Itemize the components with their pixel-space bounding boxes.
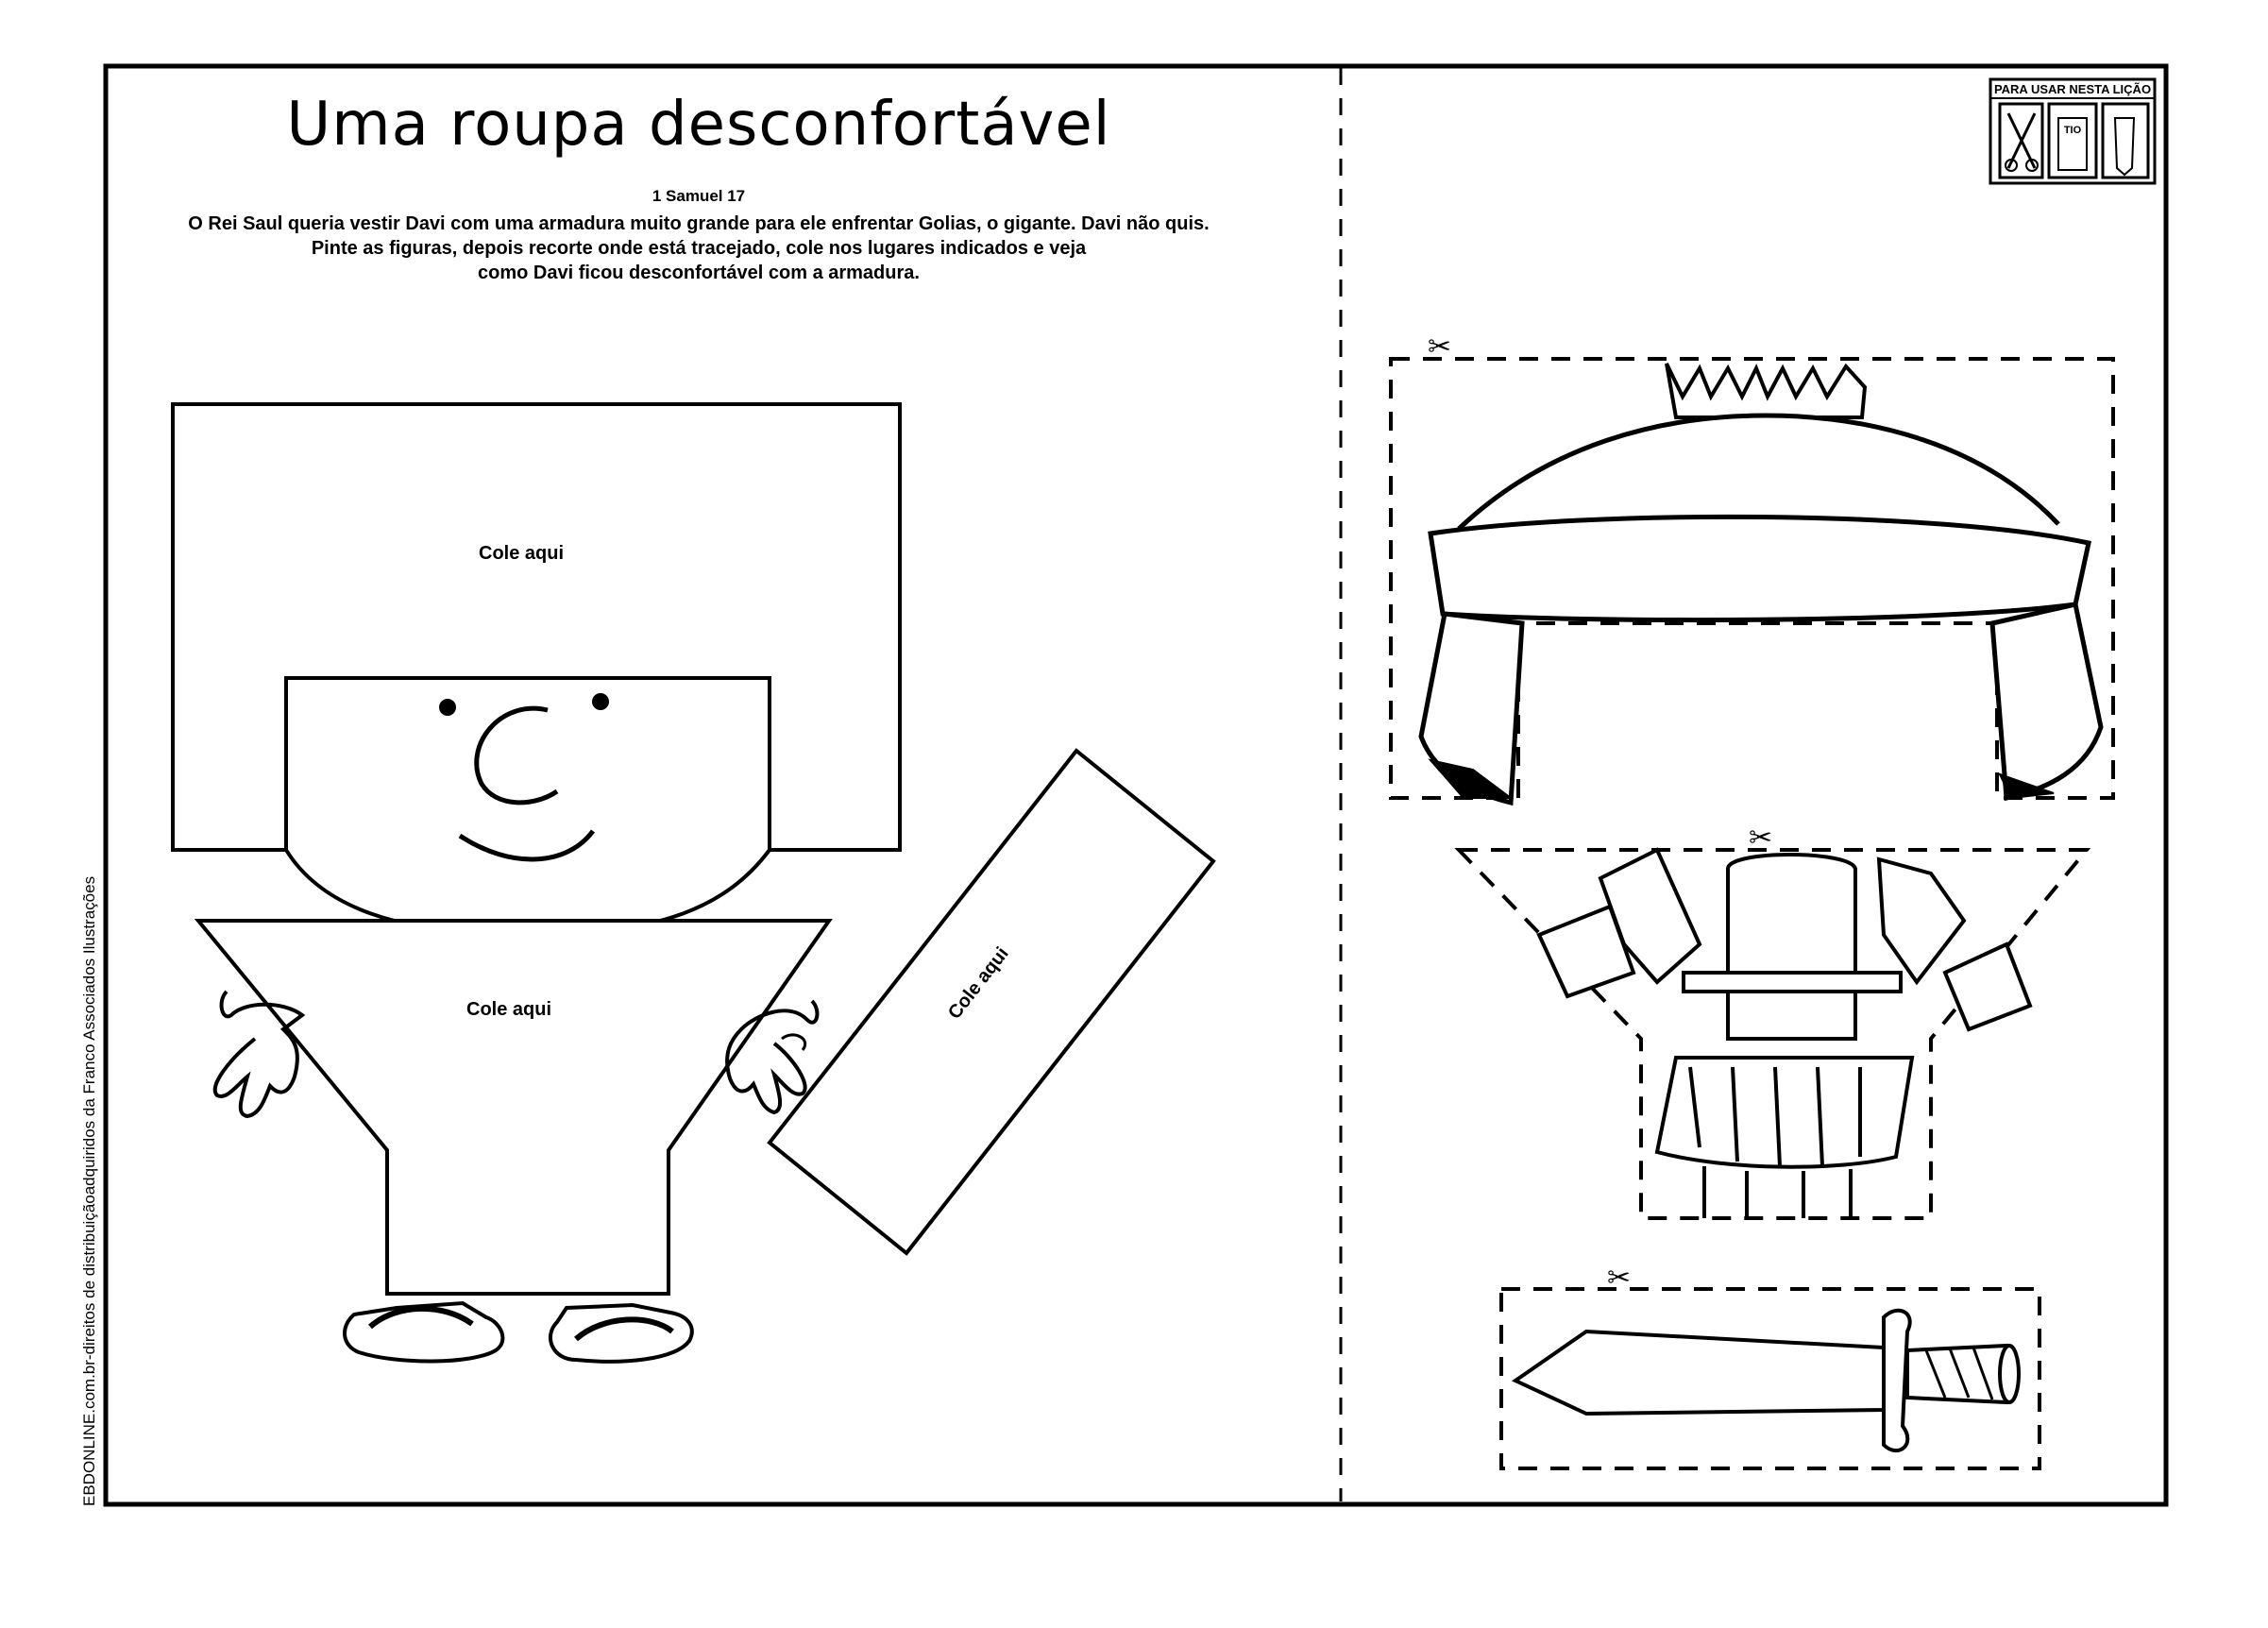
- scissors-icon-helmet: ✂: [1428, 331, 1452, 364]
- sword-blade: [1515, 1331, 1884, 1414]
- armor-legs: [1704, 1166, 1851, 1218]
- bible-reference: 1 Samuel 17: [652, 187, 746, 205]
- lesson-badge-title: PARA USAR NESTA LIÇÃO: [1993, 82, 2152, 96]
- glue-icon: [2049, 104, 2096, 178]
- helmet-cutout: [1391, 359, 2113, 803]
- glue-label: TIO: [2063, 125, 2082, 136]
- left-hand: [215, 992, 302, 1116]
- sword-cutout: [1501, 1289, 2040, 1468]
- helmet-dome: [1459, 415, 2058, 529]
- right-hand-thumb: [782, 1035, 805, 1050]
- worksheet-title: Uma roupa desconfortável: [286, 90, 1111, 160]
- copyright-credit: EBDONLINE.com.br-direitos de distribuiçãoadquiridos da Franco Associados Ilustrações: [80, 875, 98, 1506]
- davi-tunic: [198, 921, 829, 1294]
- sword-paste-label: Cole aqui: [944, 943, 1013, 1024]
- davi-face: [286, 678, 770, 935]
- body-paste-label: Cole aqui: [466, 999, 552, 1020]
- armor-shoulder-right: [1879, 859, 1964, 982]
- intro-line-1: O Rei Saul queria vestir Davi com uma armadura muito grande para ele enfrentar Golias, o gigante. Davi não quis.: [188, 213, 1210, 234]
- sword-pommel: [2000, 1346, 2019, 1402]
- intro-line-2: Pinte as figuras, depois recorte onde está tracejado, cole nos lugares indicados e veja: [311, 238, 1087, 259]
- armor-arm-right: [1945, 944, 2030, 1029]
- helmet-brim: [1430, 517, 2089, 619]
- helmet-paste-label: Cole aqui: [479, 543, 565, 564]
- helmet-cheek-right: [1992, 604, 2101, 798]
- scissors-icon-sword: ✂: [1607, 1262, 1632, 1295]
- pencil-icon: [2103, 104, 2148, 178]
- helmet-crest: [1667, 364, 1865, 417]
- right-eye: [594, 695, 607, 708]
- left-eye: [441, 701, 454, 714]
- scissors-icon-armor: ✂: [1749, 822, 1773, 855]
- armor-cutout: [1459, 850, 2087, 1218]
- armor-chest: [1728, 855, 1855, 1039]
- intro-line-3: como Davi ficou desconfortável com a armadura.: [478, 263, 920, 283]
- armor-belt-strap: [1684, 973, 1901, 992]
- left-sandal: [345, 1303, 502, 1362]
